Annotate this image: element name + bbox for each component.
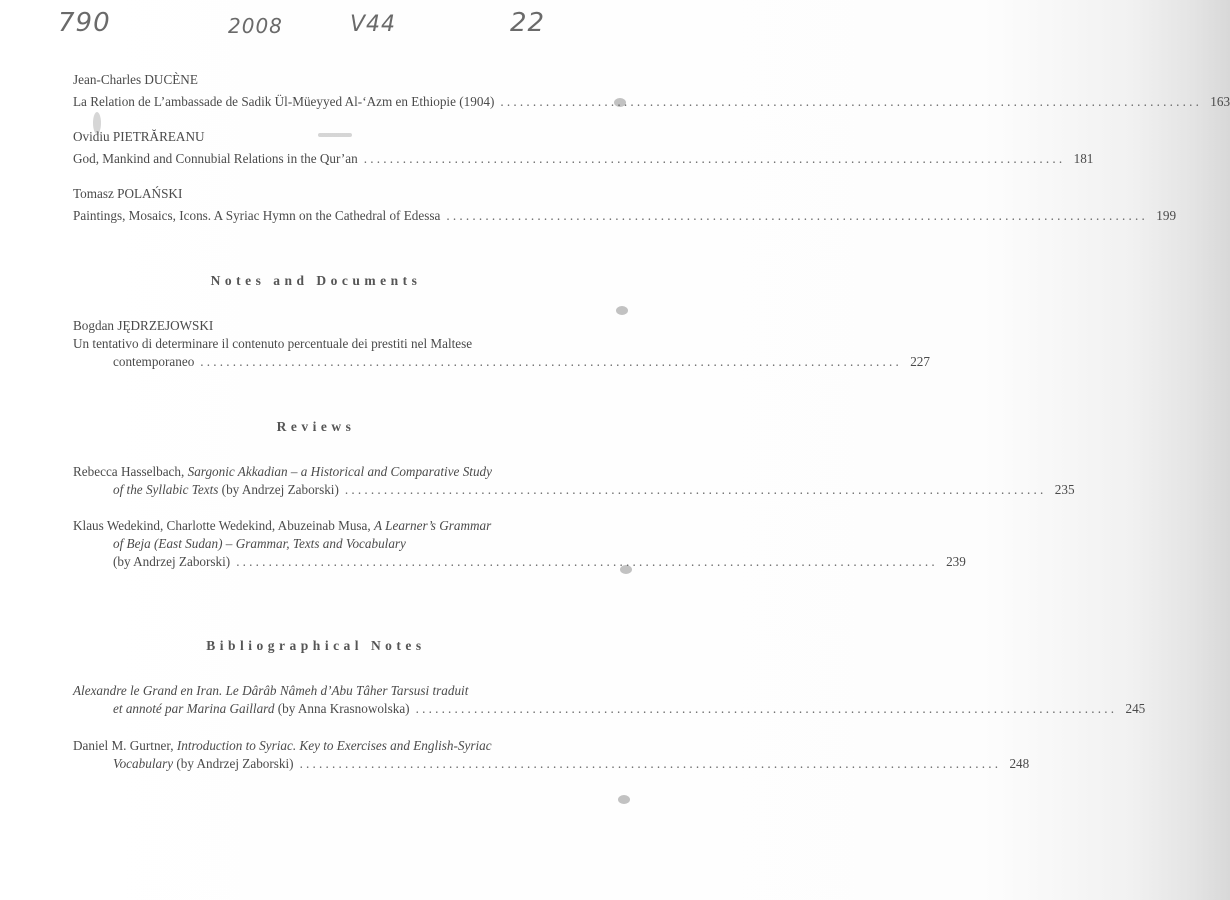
review-title-continued <box>113 482 339 498</box>
article-author: Jean-Charles DUCÈNE <box>73 72 198 87</box>
section-heading-notes-and-documents: Notes and Documents <box>210 273 422 288</box>
article-title: Paintings, Mosaics, Icons. A Syriac Hymn on the Cathedral of Edessa <box>73 208 441 223</box>
review-author: Rebecca Hasselbach, <box>73 464 188 479</box>
article-author: Ovidiu PIETRĂREANU <box>73 129 205 144</box>
toc-entry[interactable] <box>73 94 1230 110</box>
toc-entry[interactable] <box>73 208 1177 224</box>
article-author: Tomasz POLAŃSKI <box>73 186 183 201</box>
page-number: 163 <box>1210 94 1230 109</box>
toc-entry[interactable] <box>113 354 930 370</box>
biblio-line <box>73 683 468 699</box>
book-title: Alexandre le Grand en Iran. Le Dârâb Nâmeh d’Abu Tâher Tarsusi traduit <box>73 683 469 698</box>
toc-entry[interactable] <box>113 756 1030 772</box>
toc-entry[interactable] <box>113 701 1146 717</box>
page-number: 235 <box>1054 482 1075 497</box>
toc-entry[interactable] <box>73 151 1094 167</box>
dot-leader: ............................................................................................................ <box>363 151 1066 166</box>
reviewer: (by Andrzej Zaborski) <box>218 482 339 497</box>
handwritten-note: 2008 <box>228 14 283 38</box>
review-author: Klaus Wedekind, Charlotte Wedekind, Abuzeinab Musa, <box>73 518 375 533</box>
review-line <box>73 518 491 534</box>
section-heading-bibliographical-notes: Bibliographical Notes <box>206 638 426 653</box>
book-title-continued <box>113 756 294 772</box>
article-title: Un tentativo di determinare il contenuto percentuale dei prestiti nel Maltese <box>73 336 473 351</box>
handwritten-note: 790 <box>58 8 111 38</box>
dot-leader: ............................................................................................................ <box>415 701 1118 716</box>
toc-entry[interactable] <box>113 482 1075 498</box>
dot-leader: ............................................................................................................ <box>200 354 902 369</box>
book-title: et annoté par Marina Gaillard <box>113 701 275 716</box>
page-number: 181 <box>1073 151 1094 166</box>
biblio-line <box>73 738 492 754</box>
dot-leader: ............................................................................................................ <box>236 554 938 569</box>
page-number: 199 <box>1156 208 1177 223</box>
dot-leader: ............................................................................................................ <box>446 208 1149 223</box>
review-line <box>73 464 492 480</box>
article-title-continued: contemporaneo <box>113 354 195 369</box>
scan-edge-mark <box>618 795 630 804</box>
dot-leader: ............................................................................................................ <box>344 482 1047 497</box>
handwritten-note: 22 <box>510 8 546 38</box>
review-line <box>113 536 406 552</box>
page-number: 245 <box>1125 701 1146 716</box>
book-title-continued <box>113 701 410 717</box>
reviewer: (by Andrzej Zaborski) <box>113 554 231 569</box>
review-book-title: of Beja (East Sudan) – Grammar, Texts and Vocabulary <box>113 536 406 551</box>
dot-leader: ............................................................................................................ <box>299 756 1002 771</box>
page-number: 248 <box>1009 756 1030 771</box>
page-number: 227 <box>910 354 930 369</box>
book-author: Daniel M. Gurtner, <box>73 738 177 753</box>
section-heading-reviews: Reviews <box>276 419 356 434</box>
scan-smudge <box>318 133 352 137</box>
review-book-title: A Learner’s Grammar <box>374 518 492 533</box>
article-author: Bogdan JĘDRZEJOWSKI <box>73 318 214 333</box>
reviewer: (by Andrzej Zaborski) <box>173 756 294 771</box>
handwritten-note: V44 <box>350 12 397 37</box>
toc-entry[interactable] <box>113 554 966 570</box>
article-title: La Relation de L’ambassade de Sadik Ül-Müeyyed Al-‘Azm en Ethiopie (1904) <box>73 94 495 109</box>
article-title: God, Mankind and Connubial Relations in the Qur’an <box>73 151 358 166</box>
book-title: Introduction to Syriac. Key to Exercises and English-Syriac <box>176 738 492 753</box>
review-book-title: of the Syllabic Texts <box>113 482 219 497</box>
dot-leader: ............................................................................................................ <box>500 94 1203 109</box>
book-title: Vocabulary <box>113 756 174 771</box>
scan-edge-mark <box>616 306 628 315</box>
review-book-title: Sargonic Akkadian – a Historical and Comparative Study <box>187 464 492 479</box>
page-number: 239 <box>946 554 966 569</box>
reviewer: (by Anna Krasnowolska) <box>274 701 410 716</box>
